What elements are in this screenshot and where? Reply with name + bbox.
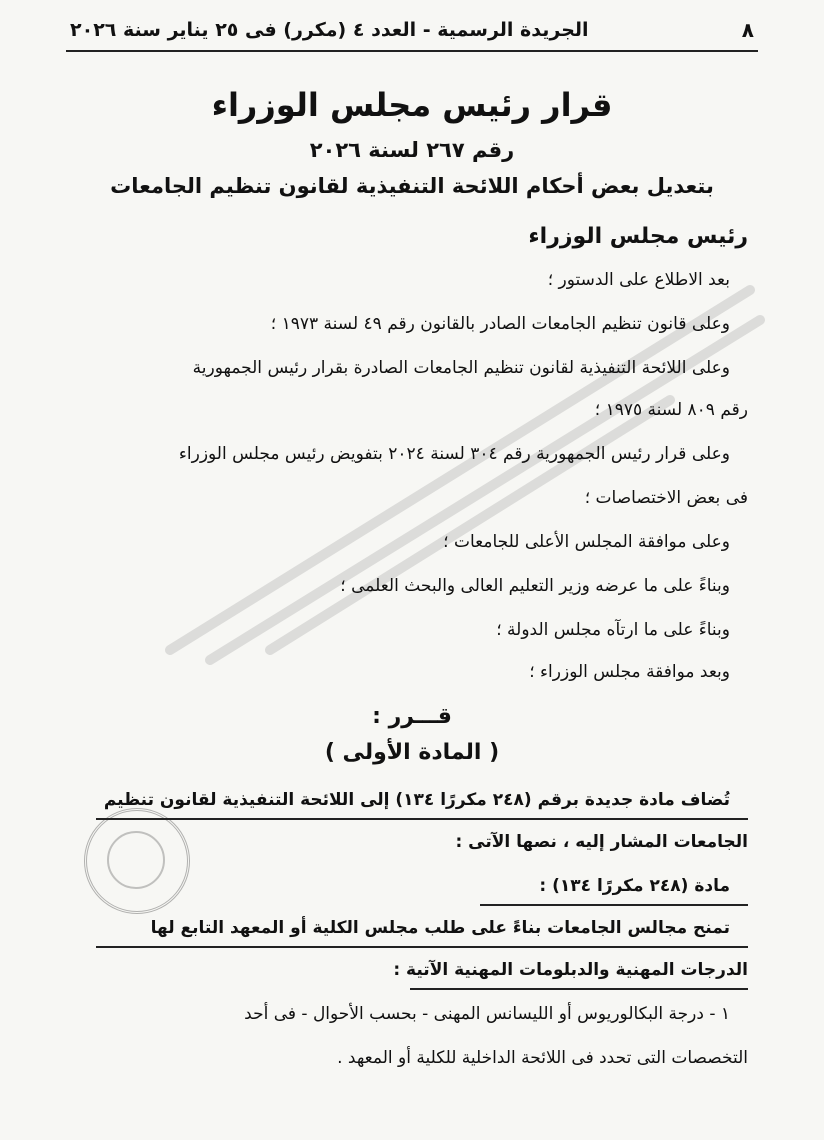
preamble-line: وبناءً على ما ارتآه مجلس الدولة ؛ xyxy=(496,620,730,640)
body-line: تمنح مجالس الجامعات بناءً على طلب مجلس الكلية أو المعهد التابع لها xyxy=(150,918,730,938)
underline xyxy=(410,988,748,990)
underline xyxy=(96,946,748,948)
preamble-line: وعلى اللائحة التنفيذية لقانون تنظيم الجامعات الصادرة بقرار رئيس الجمهورية xyxy=(192,358,730,378)
body-line: التخصصات التى تحدد فى اللائحة الداخلية للكلية أو المعهد . xyxy=(337,1048,748,1068)
preamble-line: رقم ٨٠٩ لسنة ١٩٧٥ ؛ xyxy=(594,400,748,420)
preamble-line: وبناءً على ما عرضه وزير التعليم العالى والبحث العلمى ؛ xyxy=(340,576,730,596)
official-stamp xyxy=(84,808,190,914)
preamble-line: بعد الاطلاع على الدستور ؛ xyxy=(547,270,730,290)
body-line: ١ - درجة البكالوريوس أو الليسانس المهنى - بحسب الأحوال - فى أحد xyxy=(244,1004,730,1024)
preamble-line: وعلى موافقة المجلس الأعلى للجامعات ؛ xyxy=(443,532,730,552)
body-line: الدرجات المهنية والدبلومات المهنية الآتية : xyxy=(393,960,748,980)
body-line: الجامعات المشار إليه ، نصها الآتى : xyxy=(455,832,748,852)
preamble-line: وعلى قرار رئيس الجمهورية رقم ٣٠٤ لسنة ٢٠٢٤ بتفويض رئيس مجلس الوزراء xyxy=(178,444,730,464)
preamble-line: وبعد موافقة مجلس الوزراء ؛ xyxy=(529,662,730,682)
underline xyxy=(96,818,748,820)
publication-line: الجريدة الرسمية - العدد ٤ (مكرر) فى ٢٥ يناير سنة ٢٠٢٦ xyxy=(70,19,589,41)
header-rule xyxy=(66,50,758,52)
page-number: ٨ xyxy=(741,18,754,42)
preamble-line: وعلى قانون تنظيم الجامعات الصادر بالقانون رقم ٤٩ لسنة ١٩٧٣ ؛ xyxy=(270,314,730,334)
decree-subject: بتعديل بعض أحكام اللائحة التنفيذية لقانون تنظيم الجامعات xyxy=(110,174,714,198)
page-header xyxy=(70,14,754,46)
issuer-heading: رئيس مجلس الوزراء xyxy=(528,224,748,249)
decided-label: قـــرر : xyxy=(372,704,452,729)
decree-number: رقم ٢٦٧ لسنة ٢٠٢٦ xyxy=(309,138,515,162)
underline xyxy=(480,904,748,906)
decree-title: قرار رئيس مجلس الوزراء xyxy=(211,86,613,124)
body-line: تُضاف مادة جديدة برقم (٢٤٨ مكررًا ١٣٤) إلى اللائحة التنفيذية لقانون تنظيم xyxy=(103,790,730,810)
preamble-line: فى بعض الاختصاصات ؛ xyxy=(584,488,748,508)
article-heading: ( المادة الأولى ) xyxy=(324,740,500,765)
article-label: مادة (٢٤٨ مكررًا ١٣٤) : xyxy=(539,876,730,896)
